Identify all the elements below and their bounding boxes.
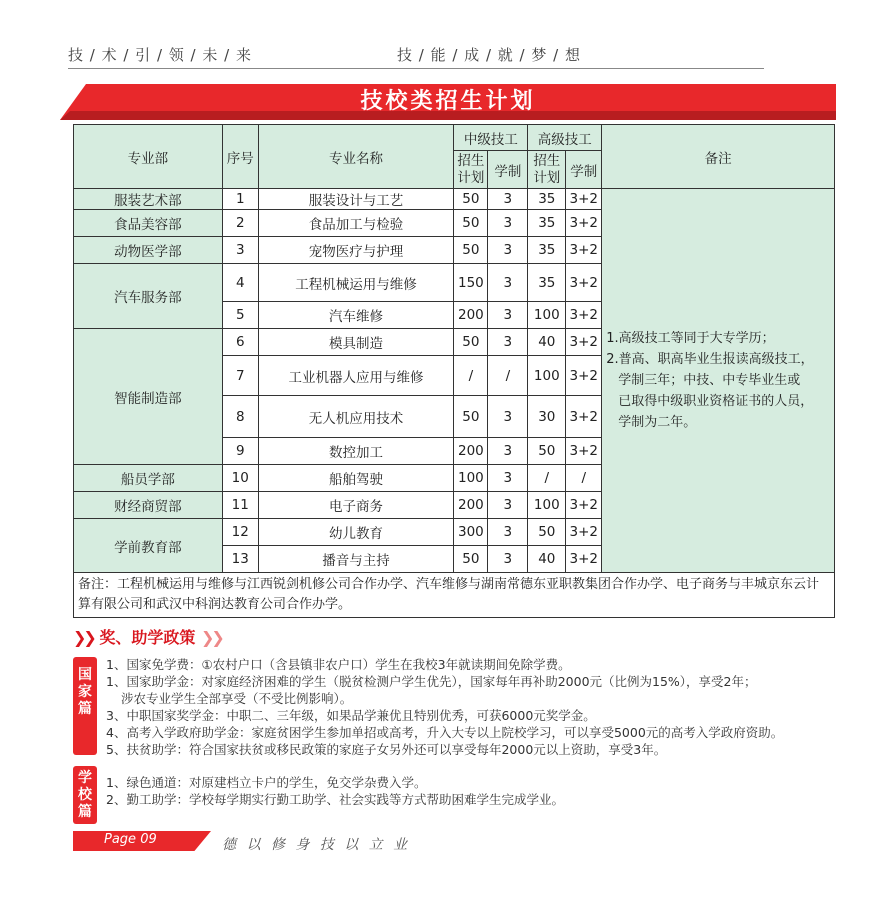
major-cell: 无人机应用技术: [258, 396, 454, 438]
major-cell: 宠物医疗与护理: [258, 237, 454, 264]
mid-years-cell: 3: [488, 237, 528, 264]
major-cell: 模具制造: [258, 329, 454, 356]
mid-plan-cell: 50: [454, 329, 488, 356]
mid-years-cell: /: [488, 356, 528, 396]
seq-cell: 10: [222, 465, 258, 492]
mid-plan-cell: 50: [454, 237, 488, 264]
high-plan-cell: 40: [528, 329, 566, 356]
high-plan-cell: 100: [528, 356, 566, 396]
mid-plan-cell: 100: [454, 465, 488, 492]
major-cell: 食品加工与检验: [258, 210, 454, 237]
seq-cell: 6: [222, 329, 258, 356]
header-mid-years: 学制: [488, 151, 528, 189]
header-mid-enroll: 招生计划: [454, 151, 488, 189]
mid-years-cell: 3: [488, 264, 528, 302]
school-policy-list: [106, 774, 564, 808]
high-years-cell: 3+2: [566, 396, 602, 438]
major-cell: 汽车维修: [258, 302, 454, 329]
seq-cell: 7: [222, 356, 258, 396]
high-plan-cell: 100: [528, 302, 566, 329]
high-plan-cell: 35: [528, 210, 566, 237]
major-cell: 工程机械运用与维修: [258, 264, 454, 302]
page-number: Page 09: [104, 832, 157, 847]
mid-plan-cell: 300: [454, 519, 488, 546]
mid-years-cell: 3: [488, 189, 528, 210]
high-plan-cell: 35: [528, 264, 566, 302]
major-cell: 幼儿教育: [258, 519, 454, 546]
seq-cell: 13: [222, 546, 258, 573]
major-cell: 船舶驾驶: [258, 465, 454, 492]
dept-cell: 船员学部: [74, 465, 223, 492]
mid-plan-cell: 50: [454, 210, 488, 237]
seq-cell: 1: [222, 189, 258, 210]
high-years-cell: 3+2: [566, 519, 602, 546]
remark-line: 学制为二年。: [618, 415, 697, 430]
mid-years-cell: 3: [488, 519, 528, 546]
table-note-row: [74, 573, 835, 618]
double-chevron-icon: ❯❯: [200, 628, 222, 647]
double-chevron-icon: ❯❯: [73, 628, 94, 647]
seq-cell: 8: [222, 396, 258, 438]
dept-cell: 动物医学部: [74, 237, 223, 264]
title-banner: [60, 84, 836, 120]
remark-line: 1.高级技工等同于大专学历；: [606, 331, 775, 346]
header-high-enroll: 招生计划: [528, 151, 566, 189]
seq-cell: 4: [222, 264, 258, 302]
mid-years-cell: 3: [488, 396, 528, 438]
dept-cell: 服装艺术部: [74, 189, 223, 210]
mid-years-cell: 3: [488, 438, 528, 465]
policy-item: 4、高考入学政府助学金：家庭贫困学生参加单招或高考，升入大专以上院校学习，可以享受5000元的高考入学政府资助。: [106, 725, 784, 740]
enrollment-table: [73, 124, 835, 618]
high-plan-cell: 50: [528, 438, 566, 465]
major-cell: 工业机器人应用与维修: [258, 356, 454, 396]
tag-char: 学: [78, 770, 92, 786]
mid-plan-cell: 200: [454, 492, 488, 519]
page-title: 技校类招生计划: [360, 89, 536, 114]
dept-cell: 食品美容部: [74, 210, 223, 237]
policy-item: 1、国家助学金：对家庭经济困难的学生（脱贫检测户学生优先），国家每年再补助2000元（比例为15%），享受2年；: [106, 674, 757, 689]
mid-plan-cell: 200: [454, 438, 488, 465]
remark-line: 2.普高、职高毕业生报读高级技工，: [606, 352, 814, 367]
tag-char: 家: [78, 684, 92, 700]
remark-cell: [602, 189, 835, 573]
mid-years-cell: 3: [488, 302, 528, 329]
header-mid-level: 中级技工: [454, 125, 528, 151]
header-dept: 专业部: [74, 125, 223, 189]
header-high-level: 高级技工: [528, 125, 602, 151]
tag-char: 校: [78, 787, 92, 803]
tag-char: 篇: [78, 804, 92, 820]
remark-line: 学制三年；中技、中专毕业生或: [618, 373, 801, 388]
seq-cell: 9: [222, 438, 258, 465]
policy-item: 涉农专业学生全部享受（不受比例影响）。: [121, 691, 353, 706]
high-years-cell: 3+2: [566, 237, 602, 264]
seq-cell: 2: [222, 210, 258, 237]
mid-years-cell: 3: [488, 492, 528, 519]
header-high-years: 学制: [566, 151, 602, 189]
high-years-cell: 3+2: [566, 546, 602, 573]
table-note: 备注：工程机械运用与维修与江西锐剑机修公司合作办学、汽车维修与湖南常德东亚职教集团合作办学、电子商务与丰城京东云计算有限公司和武汉中科润达教育公司合作办学。: [74, 573, 835, 618]
policy-item: 1、国家免学费：①农村户口（含县镇非农户口）学生在我校3年就读期间免除学费。: [106, 657, 571, 672]
high-years-cell: 3+2: [566, 438, 602, 465]
high-years-cell: 3+2: [566, 302, 602, 329]
policy-section-title: [73, 625, 222, 648]
major-cell: 播音与主持: [258, 546, 454, 573]
high-years-cell: 3+2: [566, 356, 602, 396]
high-years-cell: /: [566, 465, 602, 492]
tag-char: 国: [78, 667, 92, 683]
mid-plan-cell: /: [454, 356, 488, 396]
high-plan-cell: 40: [528, 546, 566, 573]
policy-item: 2、勤工助学：学校每学期实行勤工助学、社会实践等方式帮助困难学生完成学业。: [106, 792, 564, 807]
major-cell: 数控加工: [258, 438, 454, 465]
high-plan-cell: /: [528, 465, 566, 492]
dept-cell: 学前教育部: [74, 519, 223, 573]
header-divider: [68, 68, 764, 69]
school-tag: [73, 766, 97, 824]
table-row: [74, 189, 835, 210]
high-years-cell: 3+2: [566, 210, 602, 237]
high-plan-cell: 35: [528, 237, 566, 264]
high-plan-cell: 35: [528, 189, 566, 210]
high-years-cell: 3+2: [566, 492, 602, 519]
mid-plan-cell: 50: [454, 546, 488, 573]
seq-cell: 5: [222, 302, 258, 329]
footer-motto: 德 以 修 身 技 以 立 业: [222, 837, 411, 853]
mid-years-cell: 3: [488, 546, 528, 573]
national-policy-list: [106, 656, 783, 758]
policy-title-text: 奖、助学政策: [99, 628, 196, 647]
remark-line: 已取得中级职业资格证书的人员，: [618, 394, 814, 409]
mid-years-cell: 3: [488, 329, 528, 356]
mid-plan-cell: 150: [454, 264, 488, 302]
dept-cell: 智能制造部: [74, 329, 223, 465]
policy-item: 1、绿色通道：对原建档立卡户的学生，免交学杂费入学。: [106, 775, 427, 790]
mid-plan-cell: 50: [454, 396, 488, 438]
header-slogan-left: 技 / 术 / 引 / 领 / 未 / 来: [68, 46, 252, 64]
high-plan-cell: 30: [528, 396, 566, 438]
high-years-cell: 3+2: [566, 189, 602, 210]
mid-years-cell: 3: [488, 465, 528, 492]
major-cell: 服装设计与工艺: [258, 189, 454, 210]
high-years-cell: 3+2: [566, 329, 602, 356]
seq-cell: 3: [222, 237, 258, 264]
mid-years-cell: 3: [488, 210, 528, 237]
header-seq: 序号: [222, 125, 258, 189]
high-years-cell: 3+2: [566, 264, 602, 302]
high-plan-cell: 100: [528, 492, 566, 519]
tag-char: 篇: [78, 701, 92, 717]
seq-cell: 11: [222, 492, 258, 519]
major-cell: 电子商务: [258, 492, 454, 519]
mid-plan-cell: 200: [454, 302, 488, 329]
national-tag: [73, 657, 97, 755]
high-plan-cell: 50: [528, 519, 566, 546]
dept-cell: 财经商贸部: [74, 492, 223, 519]
policy-item: 5、扶贫助学：符合国家扶贫或移民政策的家庭子女另外还可以享受每年2000元以上资助，享受3年。: [106, 742, 667, 757]
dept-cell: 汽车服务部: [74, 264, 223, 329]
header-remark: 备注: [602, 125, 835, 189]
header-slogan-right: 技 / 能 / 成 / 就 / 梦 / 想: [397, 46, 581, 64]
header-major: 专业名称: [258, 125, 454, 189]
seq-cell: 12: [222, 519, 258, 546]
policy-item: 3、中职国家奖学金：中职二、三年级，如果品学兼优且特别优秀，可获6000元奖学金。: [106, 708, 596, 723]
mid-plan-cell: 50: [454, 189, 488, 210]
